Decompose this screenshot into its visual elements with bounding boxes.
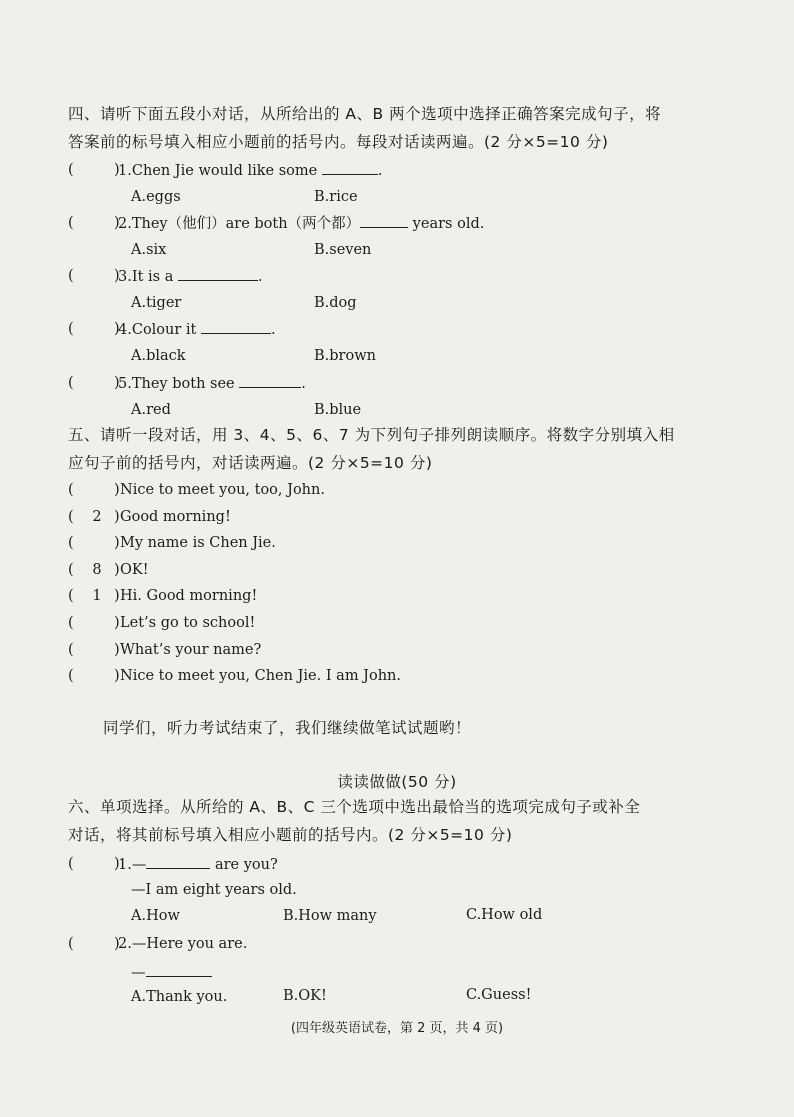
section6-title-line1: 六、单项选择。从所给的 A、B、C 三个选项中选出最恰当的选项完成句子或补全: [68, 798, 641, 816]
s6-q2-reply: —: [131, 962, 212, 983]
s4-q3-option-b: B.dog: [314, 295, 357, 311]
s4-q1-option-b: B.rice: [314, 189, 358, 205]
section4-title-line2: 答案前的标号填入相应小题前的括号内。每段对话读两遍。(2 分×5=10 分): [68, 133, 609, 151]
s4-q2-option-b: B.seven: [314, 242, 372, 258]
s6-q2-option-b: B.OK!: [283, 988, 327, 1004]
s4-q5-option-a: A.red: [131, 402, 171, 418]
s4-q1-option-a: A.eggs: [131, 189, 181, 205]
s6-q2-option-c: C.Guess!: [466, 987, 532, 1003]
answer-blank[interactable]: [239, 373, 301, 388]
answer-blank[interactable]: [322, 160, 378, 175]
answer-blank[interactable]: [178, 266, 258, 281]
transition-note: 同学们，听力考试结束了，我们继续做笔试试题哟！: [103, 719, 472, 737]
s4-q2-option-a: A.six: [131, 242, 167, 258]
s4-q4-option-a: A.black: [131, 348, 186, 364]
s4-q3-option-a: A.tiger: [131, 295, 182, 311]
answer-blank[interactable]: [146, 962, 212, 977]
answer-blank[interactable]: [360, 213, 408, 228]
s6-q1-option-b: B.How many: [283, 908, 377, 924]
answer-blank[interactable]: [201, 319, 271, 334]
s6-q1-option-a: A.How: [131, 908, 180, 924]
answer-box[interactable]: 8: [92, 562, 102, 578]
s4-q5-option-b: B.blue: [314, 402, 362, 418]
section5-title-line2: 应句子前的括号内，对话读两遍。(2 分×5=10 分): [68, 454, 433, 472]
s6-q1-option-c: C.How old: [466, 907, 543, 923]
page-footer: (四年级英语试卷，第 2 页，共 4 页): [290, 1021, 504, 1036]
s4-q4-option-b: B.brown: [314, 348, 376, 364]
answer-box[interactable]: 2: [92, 509, 102, 525]
section5-title-line1: 五、请听一段对话，用 3、4、5、6、7 为下列句子排列朗读顺序。将数字分别填入相: [68, 426, 675, 444]
s6-q1-reply: —I am eight years old.: [131, 882, 297, 898]
part-heading: 读读做做(50 分): [337, 773, 457, 791]
answer-blank[interactable]: [146, 854, 210, 869]
section4-title-line1: 四、请听下面五段小对话，从所给出的 A、B 两个选项中选择正确答案完成句子，将: [68, 105, 662, 123]
answer-box[interactable]: 1: [92, 588, 102, 604]
section6-title-line2: 对话，将其前标号填入相应小题前的括号内。(2 分×5=10 分): [68, 826, 513, 844]
exam-page: 四、请听下面五段小对话，从所给出的 A、B 两个选项中选择正确答案完成句子，将 答案前的标号填入相应小题前的括号内。每段对话读两遍。(2 分×5=10 分) ( ) 1.Chen Jie would like some . A.eggs B.rice ( ) 2.They（他们）are both（两个都） years old. A.six B.seven ( ) 3.It is a . A.tiger B.dog ( ) 4.Colour it . A.black B.brown ( ) 5.They both see . A.red B.blue 五、请听一段对话，用 3、4、5、6、7 为下列句子排列朗读顺序。将数字分别填入相 应句子前的括号内，对话读两遍。(2 分×5=10 分) ( ) Nice to meet you, too, John. ( 2 ) Good morning! ( ) My name is Chen Jie. ( 8 ) OK! ( 1 ) Hi. Good morning! ( ) Let’s go to school! ( ) What’s your name? ( ) Nice to meet you, Chen Jie. I am John. 同学们，听力考试结束了，我们继续做笔试试题哟！ 读读做做(50 分) 六、单项选择。从所给的 A、B、C 三个选项中选出最恰当的选项完成句子或补全 对话，将其前标号填入相应小题前的括号内。(2 分×5=10 分) ( ) 1.— are you? —I am eight years old. A.How B.How many C.How old ( ) 2.—Here you are. — A.Thank you. B.OK! C.Guess! (四年级英语试卷，第 2 页，共 4 页): [0, 0, 794, 1117]
s6-q2-option-a: A.Thank you.: [131, 989, 228, 1005]
